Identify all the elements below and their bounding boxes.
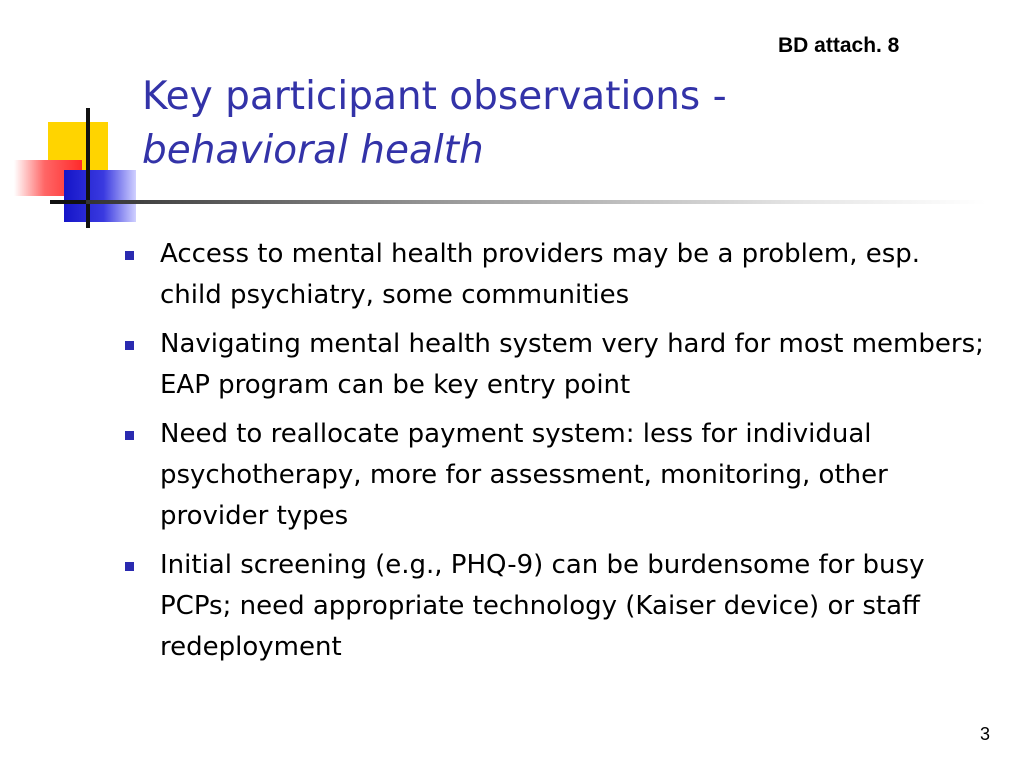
slide-title — [142, 70, 1002, 178]
bullet-item — [0, 545, 1024, 668]
attachment-label: BD attach. 8 — [778, 34, 900, 57]
bullet-item — [0, 324, 1024, 406]
page-number: 3 — [979, 724, 990, 744]
square-bullet-icon — [125, 431, 134, 440]
bullet-text: Navigating mental health system very hard for most members; EAP program can be key entry point — [160, 329, 984, 400]
square-bullet-icon — [125, 562, 134, 571]
bullet-text: Access to mental health providers may be a problem, esp. child psychiatry, some communities — [160, 239, 921, 310]
square-bullet-icon — [125, 251, 134, 260]
bullet-item — [0, 234, 1024, 316]
square-bullet-icon — [125, 341, 134, 350]
bullet-text: Initial screening (e.g., PHQ-9) can be burdensome for busy PCPs; need appropriate technology (Kaiser device) or staff redeployment — [160, 550, 925, 662]
title-line-2: behavioral health — [142, 128, 484, 173]
bullet-text: Need to reallocate payment system: less for individual psychotherapy, more for assessment, monitoring, other provider types — [160, 419, 888, 531]
logo-blue-square — [64, 170, 136, 222]
title-line-1: Key participant observations - — [142, 74, 727, 119]
decorative-logo — [0, 0, 160, 240]
bullet-list — [0, 234, 1024, 676]
bullet-item — [0, 414, 1024, 537]
title-divider — [86, 200, 986, 204]
logo-vertical-line — [86, 108, 90, 228]
